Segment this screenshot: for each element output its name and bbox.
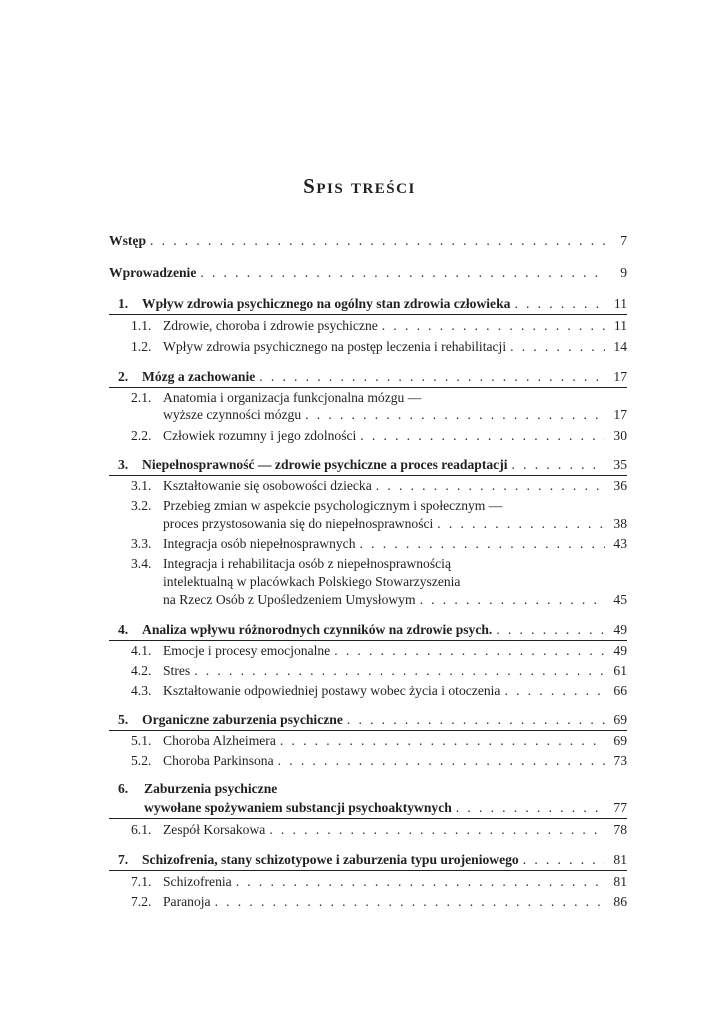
dot-leader <box>150 232 605 250</box>
section-title: Choroba Parkinsona <box>163 753 274 768</box>
toc-section-4-3[interactable] <box>131 682 627 700</box>
page-number: 35 <box>613 457 627 472</box>
chapter-title: Schizofrenia, stany schizotypowe i zaburzenia typu urojeniowego <box>142 852 519 867</box>
page-number: 81 <box>613 874 627 889</box>
dot-leader <box>376 477 605 495</box>
dot-leader <box>382 317 605 335</box>
section-title: Choroba Alzheimera <box>163 733 276 748</box>
toc-chapter-7[interactable] <box>118 851 627 869</box>
page-number: 36 <box>613 478 627 493</box>
dot-leader <box>456 799 605 817</box>
toc-section-1-1[interactable] <box>131 317 627 335</box>
section-title: Kształtowanie się osobowości dziecka <box>163 478 372 493</box>
toc-entry-wprowadzenie[interactable] <box>109 264 627 282</box>
section-number: 4.1. <box>131 643 152 658</box>
chapter-title: Mózg a zachowanie <box>142 369 256 384</box>
section-number: 2.1. <box>131 390 152 405</box>
chapter-title: Wpływ zdrowia psychicznego na ogólny stan zdrowia człowieka <box>142 296 511 311</box>
toc-chapter-6[interactable] <box>144 799 627 817</box>
page-number: 49 <box>613 643 627 658</box>
toc-section-3-3[interactable] <box>131 535 627 553</box>
section-title: Anatomia i organizacja funkcjonalna mózgu — <box>163 390 422 405</box>
section-number: 2.2. <box>131 428 152 443</box>
dot-leader <box>504 682 605 700</box>
entry-title: Wstęp <box>109 233 147 248</box>
section-title-cont: na Rzecz Osób z Upośledzeniem Umysłowym <box>163 592 416 607</box>
section-title-cont: intelektualną w placówkach Polskiego Stowarzyszenia <box>163 574 461 589</box>
dot-leader <box>280 732 605 750</box>
toc-section-7-1[interactable] <box>131 873 627 891</box>
toc-section-5-1[interactable] <box>131 732 627 750</box>
section-number: 1.1. <box>131 318 152 333</box>
toc-chapter-3[interactable] <box>118 456 627 474</box>
toc-chapter-1[interactable] <box>118 295 627 313</box>
page-number: 69 <box>613 733 627 748</box>
chapter-number: 4. <box>118 622 129 637</box>
section-number: 7.2. <box>131 894 152 909</box>
toc-section-4-1[interactable] <box>131 642 627 660</box>
chapter-title: Niepełnosprawność — zdrowie psychiczne a proces readaptacji <box>142 457 508 472</box>
section-number: 4.3. <box>131 683 152 698</box>
section-title: Człowiek rozumny i jego zdolności <box>163 428 357 443</box>
toc-chapter-6-line1[interactable] <box>118 780 277 798</box>
toc-section-4-2[interactable] <box>131 662 627 680</box>
page-number: 69 <box>613 712 627 727</box>
toc-section-7-2[interactable] <box>131 893 627 911</box>
page-number: 17 <box>613 407 627 422</box>
chapter-number: 3. <box>118 457 129 472</box>
dot-leader <box>437 515 605 533</box>
dot-leader <box>512 456 606 474</box>
page-number: 81 <box>613 852 627 867</box>
section-number: 7.1. <box>131 874 152 889</box>
page-number: 49 <box>613 622 627 637</box>
section-title: Emocje i procesy emocjonalne <box>163 643 331 658</box>
dot-leader <box>523 851 605 869</box>
dot-leader <box>200 264 605 282</box>
page-number: 14 <box>613 339 627 354</box>
entry-title: Wprowadzenie <box>109 265 197 280</box>
page-number: 77 <box>613 800 627 815</box>
dot-leader <box>215 893 605 911</box>
chapter-underline <box>109 387 627 388</box>
chapter-number: 5. <box>118 712 129 727</box>
toc-section-3-4-line2[interactable] <box>163 573 460 591</box>
toc-section-5-2[interactable] <box>131 752 627 770</box>
dot-leader <box>347 711 605 729</box>
toc-section-3-2[interactable] <box>163 515 627 533</box>
section-number: 3.4. <box>131 556 152 571</box>
section-title-cont: proces przystosowania się do niepełnosprawności <box>163 516 434 531</box>
toc-chapter-4[interactable] <box>118 621 627 639</box>
dot-leader <box>514 295 605 313</box>
toc-section-3-4[interactable] <box>163 591 627 609</box>
chapter-underline <box>109 818 627 819</box>
toc-section-1-2[interactable] <box>131 338 627 356</box>
section-title: Paranoja <box>163 894 211 909</box>
chapter-title: Analiza wpływu różnorodnych czynników na zdrowie psych. <box>142 622 493 637</box>
page-number: 11 <box>613 296 627 311</box>
dot-leader <box>278 752 605 770</box>
page-number: 78 <box>613 822 627 837</box>
section-title: Stres <box>163 663 191 678</box>
page-number: 66 <box>613 683 627 698</box>
chapter-title: Zaburzenia psychiczne <box>144 781 278 796</box>
toc-section-2-2[interactable] <box>131 427 627 445</box>
dot-leader <box>236 873 605 891</box>
section-title: Integracja osób niepełnosprawnych <box>163 536 356 551</box>
page-number: 11 <box>613 318 627 333</box>
dot-leader <box>496 621 605 639</box>
page-number: 73 <box>613 753 627 768</box>
toc-entry-wstep[interactable] <box>109 232 627 250</box>
section-title: Kształtowanie odpowiedniej postawy wobec życia i otoczenia <box>163 683 501 698</box>
toc-section-3-4-line1[interactable] <box>131 555 451 573</box>
dot-leader <box>420 591 605 609</box>
toc-chapter-2[interactable] <box>118 368 627 386</box>
chapter-number: 7. <box>118 852 129 867</box>
chapter-title: Organiczne zaburzenia psychiczne <box>142 712 343 727</box>
page-number: 7 <box>620 233 627 248</box>
page-title: Spis treści <box>303 174 416 198</box>
section-number: 3.2. <box>131 498 152 513</box>
chapter-underline <box>109 475 627 476</box>
dot-leader <box>334 642 605 660</box>
section-title: Schizofrenia <box>163 874 232 889</box>
chapter-underline <box>109 640 627 641</box>
page-number: 61 <box>613 663 627 678</box>
section-number: 3.3. <box>131 536 152 551</box>
toc-section-6-1[interactable] <box>131 821 627 839</box>
page-number: 9 <box>620 265 627 280</box>
section-number: 5.1. <box>131 733 152 748</box>
section-number: 3.1. <box>131 478 152 493</box>
page-number: 45 <box>613 592 627 607</box>
chapter-underline <box>109 314 627 315</box>
page-number: 38 <box>613 516 627 531</box>
toc-section-3-1[interactable] <box>131 477 627 495</box>
section-title: Integracja i rehabilitacja osób z niepełnosprawnością <box>163 556 451 571</box>
chapter-number: 6. <box>118 781 129 796</box>
section-number: 5.2. <box>131 753 152 768</box>
section-number: 6.1. <box>131 822 152 837</box>
dot-leader <box>360 427 605 445</box>
section-title: Przebieg zmian w aspekcie psychologicznym i społecznym — <box>163 498 503 513</box>
dot-leader <box>269 821 605 839</box>
chapter-number: 2. <box>118 369 129 384</box>
dot-leader <box>360 535 605 553</box>
dot-leader <box>305 406 605 424</box>
toc-chapter-5[interactable] <box>118 711 627 729</box>
section-title: Zespół Korsakowa <box>163 822 266 837</box>
section-title-cont: wyższe czynności mózgu <box>163 407 302 422</box>
section-title: Wpływ zdrowia psychicznego na postęp leczenia i rehabilitacji <box>163 339 507 354</box>
section-number: 4.2. <box>131 663 152 678</box>
dot-leader <box>194 662 605 680</box>
toc-section-2-1[interactable] <box>163 406 627 424</box>
toc-section-3-2-line1[interactable] <box>131 497 502 515</box>
toc-section-2-1-line1[interactable] <box>131 389 421 407</box>
chapter-number: 1. <box>118 296 129 311</box>
page-number: 43 <box>613 536 627 551</box>
dot-leader <box>259 368 605 386</box>
section-number: 1.2. <box>131 339 152 354</box>
chapter-title-cont: wywołane spożywaniem substancji psychoaktywnych <box>144 800 452 815</box>
page-number: 17 <box>613 369 627 384</box>
chapter-underline <box>109 870 627 871</box>
page-number: 86 <box>613 894 627 909</box>
dot-leader <box>510 338 605 356</box>
page-number: 30 <box>613 428 627 443</box>
chapter-underline <box>109 730 627 731</box>
section-title: Zdrowie, choroba i zdrowie psychiczne <box>163 318 378 333</box>
